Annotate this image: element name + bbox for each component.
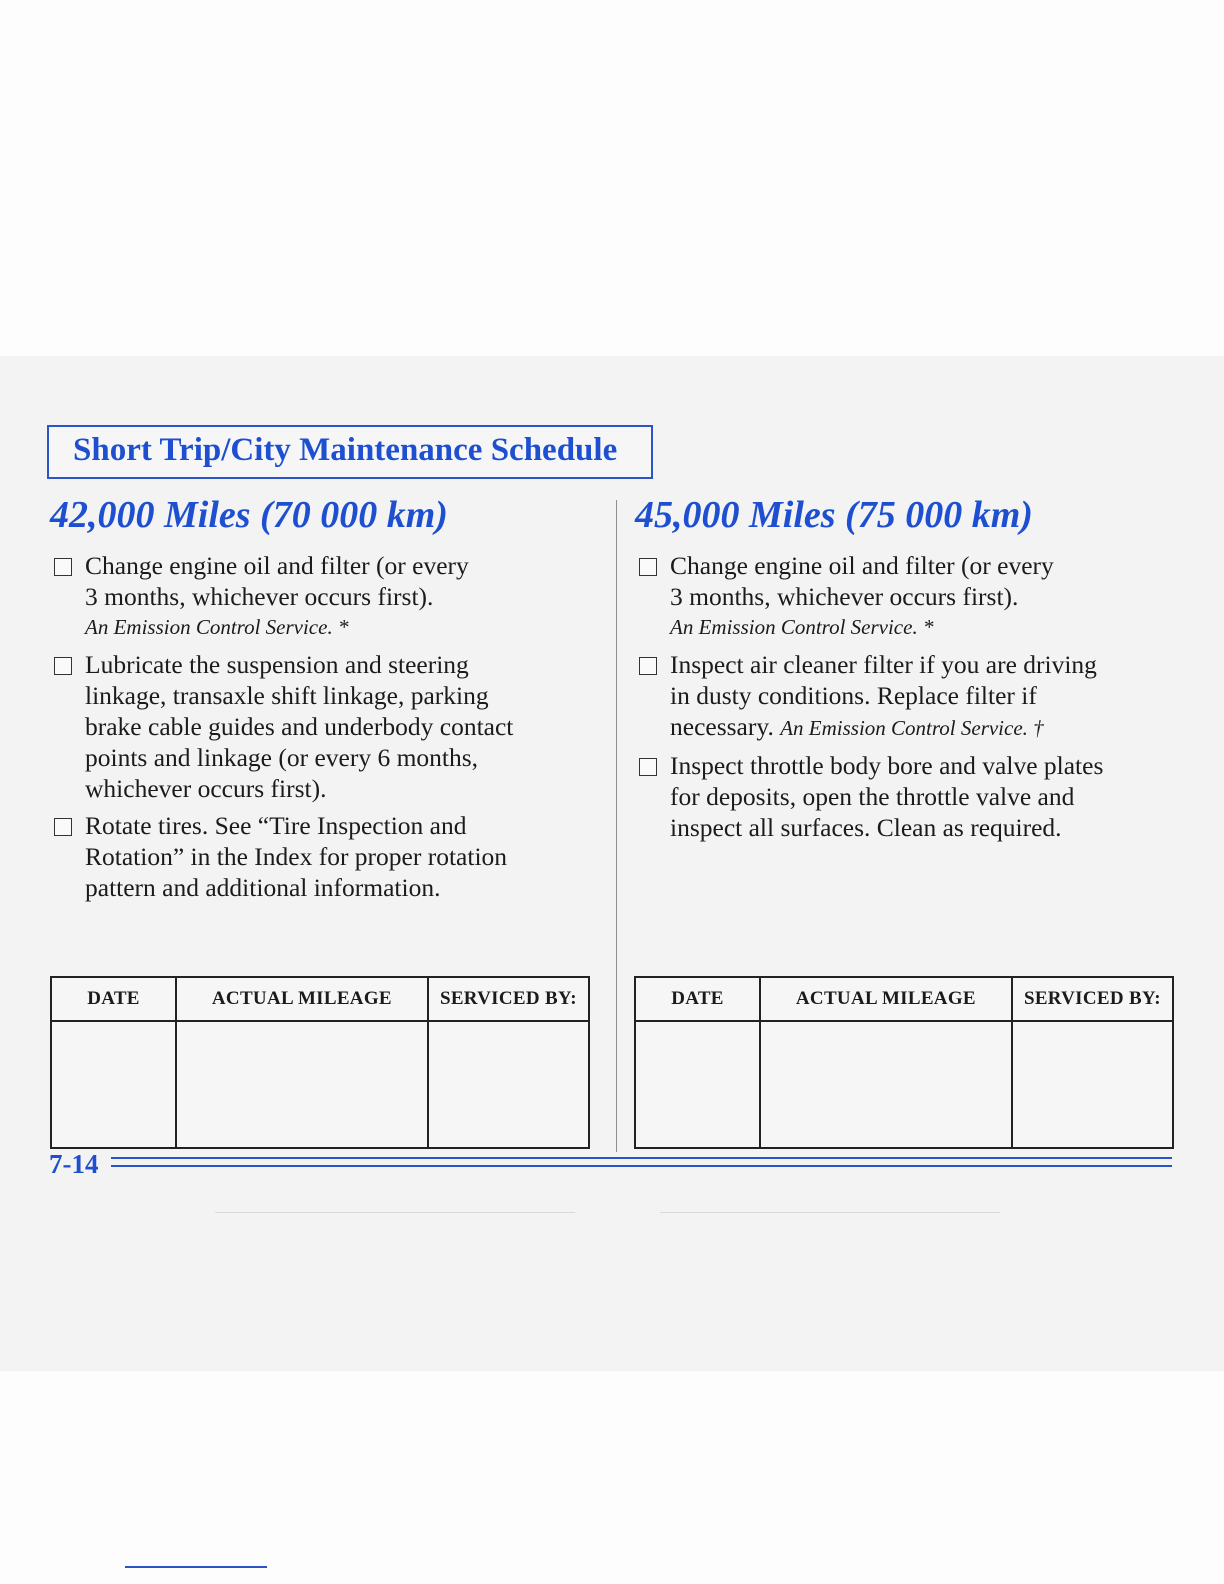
- emission-note: An Emission Control Service. †: [780, 716, 1044, 740]
- serviced-by-header: SERVICED BY:: [428, 977, 589, 1021]
- emission-note: An Emission Control Service. *: [85, 615, 349, 639]
- date-header: DATE: [635, 977, 760, 1021]
- footer-rule-top: [111, 1157, 1172, 1159]
- checkbox[interactable]: [639, 558, 657, 576]
- checklist-item: Inspect throttle body bore and valve plates for deposits, open the throttle valve and inspect all surfaces. Clean as required.: [637, 750, 1182, 843]
- section-title-box: [47, 425, 653, 479]
- mileage-header: ACTUAL MILEAGE: [176, 977, 428, 1021]
- section-title: Short Trip/City Maintenance Schedule: [73, 432, 618, 468]
- checkbox[interactable]: [54, 818, 72, 836]
- checklist-item: Lubricate the suspension and steering linkage, transaxle shift linkage, parking brake cable guides and underbody contact points and linkage (or every 6 months, whichever occurs first).: [52, 649, 597, 804]
- left-checklist: [52, 550, 597, 909]
- mileage-cell[interactable]: [760, 1021, 1012, 1148]
- mileage-header: ACTUAL MILEAGE: [760, 977, 1012, 1021]
- checkbox[interactable]: [54, 558, 72, 576]
- left-mileage-heading: 42,000 Miles (70 000 km): [50, 494, 448, 536]
- checkbox[interactable]: [639, 758, 657, 776]
- faint-line: [215, 1212, 575, 1213]
- checklist-item: Rotate tires. See “Tire Inspection and Rotation” in the Index for proper rotation pattern and additional information.: [52, 810, 597, 903]
- checklist-item: Change engine oil and filter (or every 3 months, whichever occurs first). An Emission Control Service. *: [52, 550, 597, 643]
- date-cell[interactable]: [51, 1021, 176, 1148]
- serviced-by-header: SERVICED BY:: [1012, 977, 1173, 1021]
- column-divider: [616, 500, 617, 1152]
- mileage-cell[interactable]: [176, 1021, 428, 1148]
- page-number: 7-14: [49, 1149, 99, 1179]
- checklist-item: Change engine oil and filter (or every 3 months, whichever occurs first). An Emission Control Service. *: [637, 550, 1182, 643]
- emission-note: An Emission Control Service. *: [670, 615, 934, 639]
- checkbox[interactable]: [54, 657, 72, 675]
- faint-line: [660, 1212, 1000, 1213]
- left-service-log: [50, 976, 590, 1149]
- right-service-log: [634, 976, 1174, 1149]
- checklist-item: Inspect air cleaner filter if you are driving in dusty conditions. Replace filter if necessary. An Emission Control Service. †: [637, 649, 1182, 744]
- right-mileage-heading: 45,000 Miles (75 000 km): [635, 494, 1033, 536]
- bottom-accent-line: [125, 1566, 267, 1568]
- serviced-by-cell[interactable]: [1012, 1021, 1173, 1148]
- checkbox[interactable]: [639, 657, 657, 675]
- date-cell[interactable]: [635, 1021, 760, 1148]
- date-header: DATE: [51, 977, 176, 1021]
- right-checklist: [637, 550, 1182, 849]
- serviced-by-cell[interactable]: [428, 1021, 589, 1148]
- footer-rule-bottom: [111, 1165, 1172, 1167]
